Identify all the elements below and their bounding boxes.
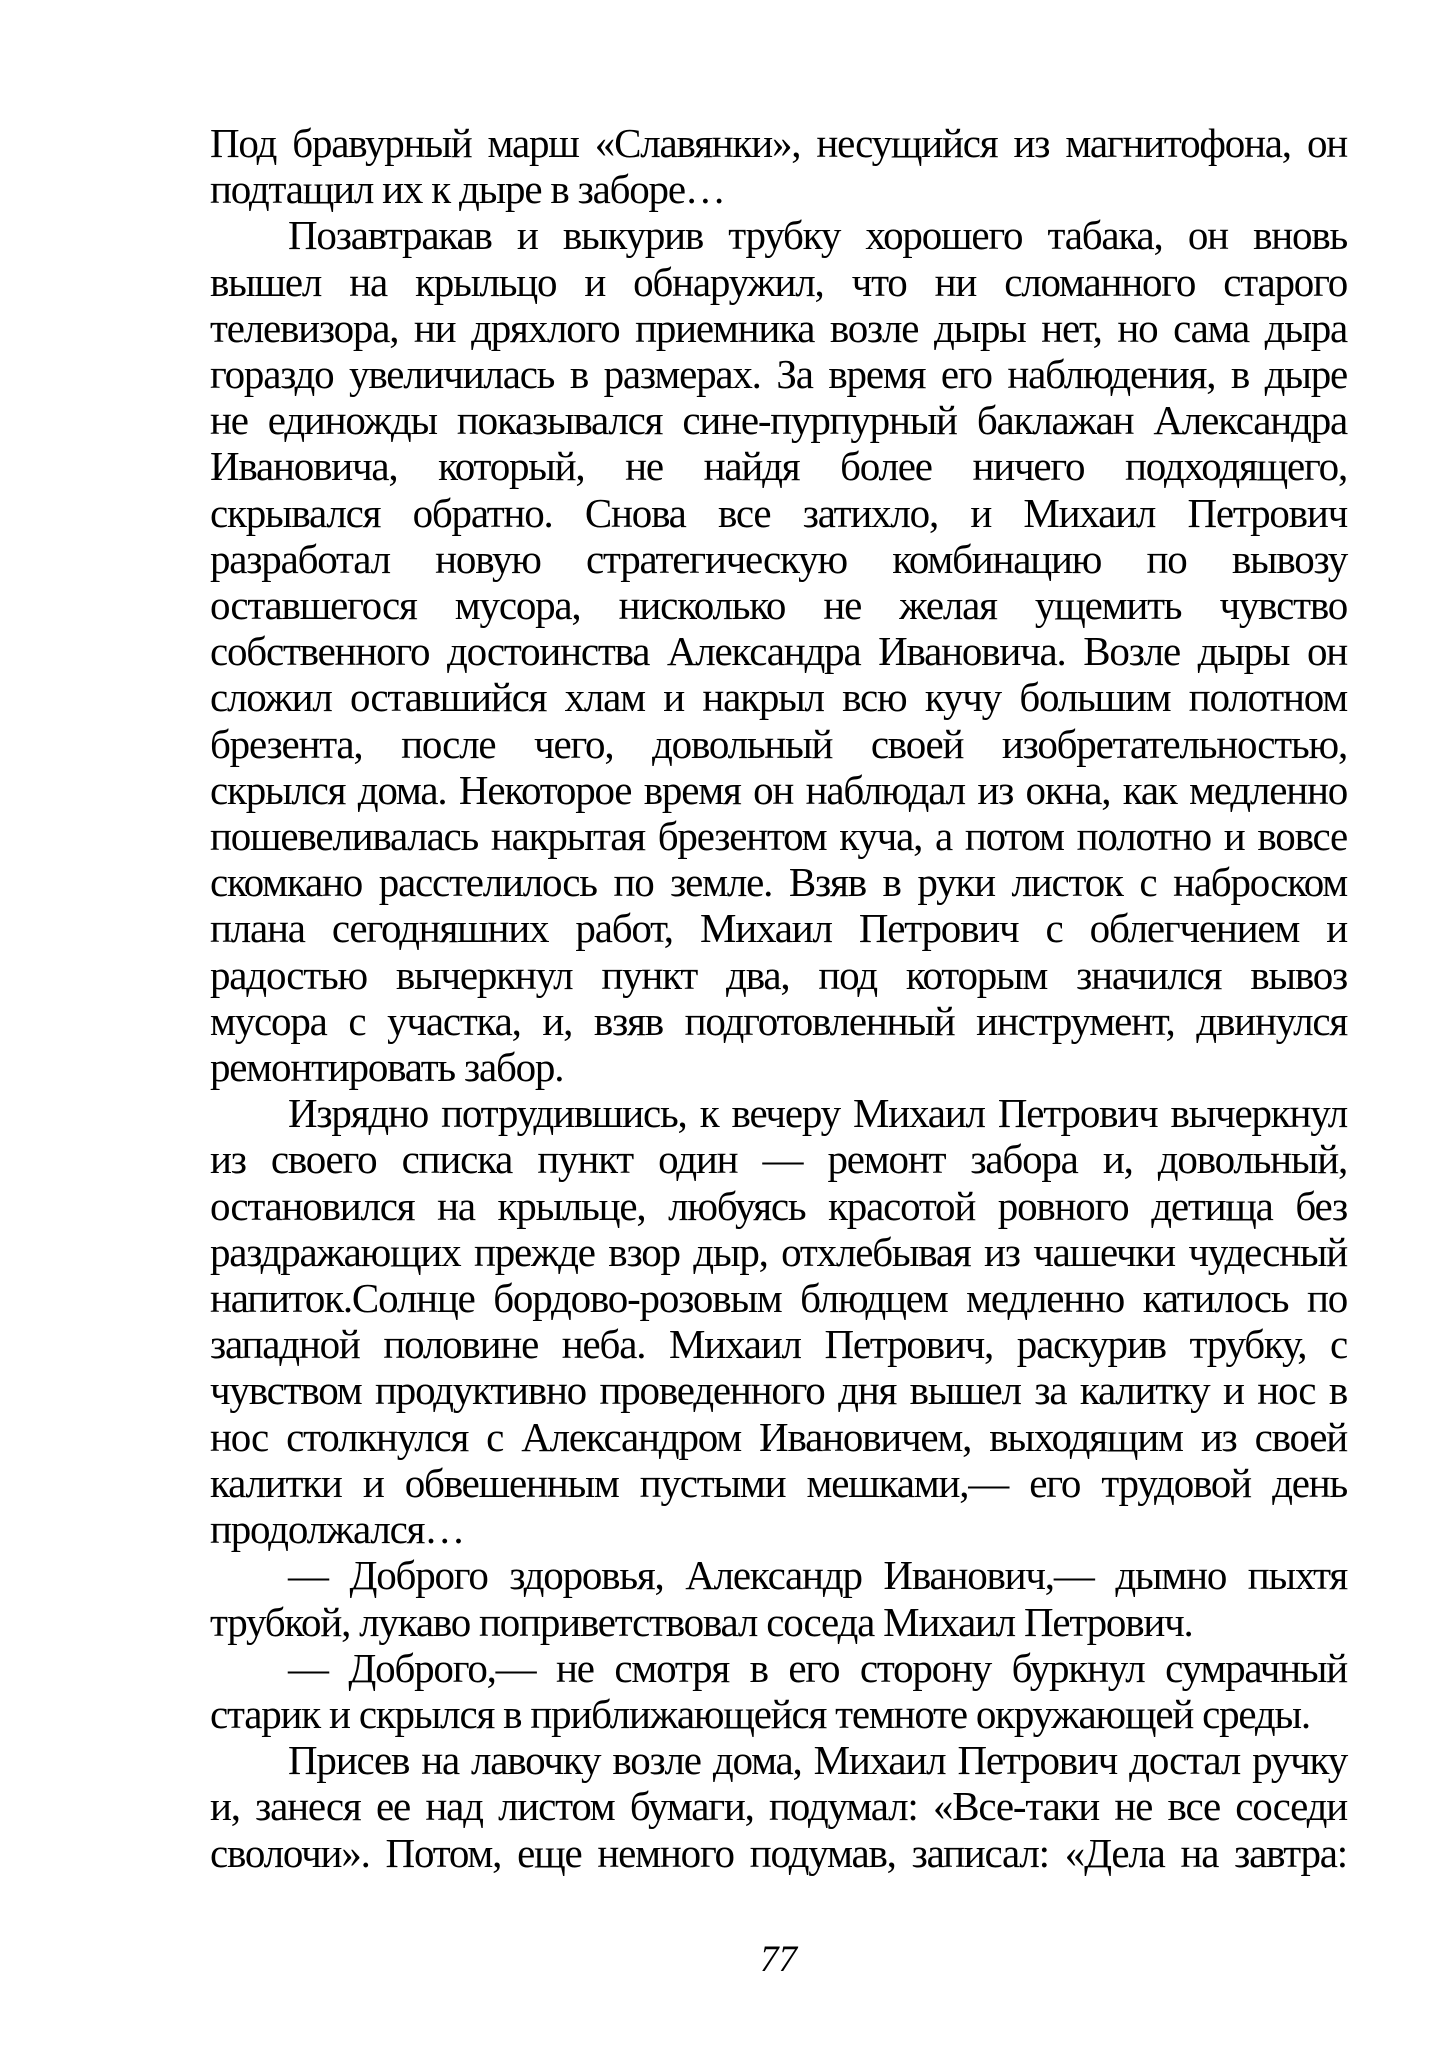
text-line: западной половине неба. Михаил Петрович, раскурив трубку, с — [210, 1321, 1347, 1368]
text-line: плана сегодняшних работ, Михаил Петрович с облегчением и — [210, 905, 1347, 952]
text-line: ремонтировать забор. — [210, 1044, 564, 1091]
text-line: — Доброго здоровья, Александр Иванович,— дымно пыхтя — [288, 1552, 1347, 1599]
text-line: Позавтракав и выкурив трубку хорошего табака, он вновь — [288, 212, 1347, 259]
text-line: и, занеся ее над листом бумаги, подумал: «Все-таки не все соседи — [210, 1783, 1347, 1830]
text-line: брезента, после чего, довольный своей изобретательностью, — [210, 720, 1347, 767]
text-line: продолжался… — [210, 1506, 465, 1553]
text-line: Ивановича, который, не найдя более ничего подходящего, — [210, 443, 1347, 490]
text-line: пошевеливалась накрытая брезентом куча, а потом полотно и вовсе — [210, 813, 1347, 860]
text-line: из своего списка пункт один — ремонт забора и, довольный, — [210, 1136, 1347, 1183]
text-line: трубкой, лукаво поприветствовал соседа Михаил Петрович. — [210, 1598, 1193, 1645]
text-line: радостью вычеркнул пункт два, под которым значился вывоз — [210, 951, 1347, 998]
text-line: собственного достоинства Александра Ивановича. Возле дыры он — [210, 628, 1347, 675]
text-line: разработал новую стратегическую комбинацию по вывозу — [210, 535, 1347, 582]
text-line: телевизора, ни дряхлого приемника возле дыры нет, но сама дыра — [210, 304, 1347, 351]
text-line: остановился на крыльце, любуясь красотой ровного детища без — [210, 1182, 1347, 1229]
text-line: скомкано расстелилось по земле. Взяв в руки листок с наброском — [210, 859, 1347, 906]
text-line: сволочи». Потом, еще немного подумав, записал: «Дела на завтра: — [210, 1829, 1347, 1876]
text-line: сложил оставшийся хлам и накрыл всю кучу большим полотном — [210, 674, 1347, 721]
text-line: — Доброго,— не смотря в его сторону буркнул сумрачный — [288, 1644, 1347, 1691]
text-line: подтащил их к дыре в заборе… — [210, 166, 725, 213]
text-line: не единожды показывался сине-пурпурный баклажан Александра — [210, 397, 1347, 444]
text-line: напиток.Солнце бордово-розовым блюдцем медленно катилось по — [210, 1275, 1347, 1322]
text-line: Присев на лавочку возле дома, Михаил Петрович достал ручку — [288, 1737, 1347, 1784]
text-line: оставшегося мусора, нисколько не желая ущемить чувство — [210, 582, 1347, 629]
text-line: вышел на крыльцо и обнаружил, что ни сломанного старого — [210, 258, 1347, 305]
page-number: 77 — [760, 1939, 797, 1980]
text-line: скрылся дома. Некоторое время он наблюдал из окна, как медленно — [210, 766, 1347, 813]
text-line: чувством продуктивно проведенного дня вышел за калитку и нос в — [210, 1367, 1347, 1414]
text-line: калитки и обвешенным пустыми мешками,— его трудовой день — [210, 1459, 1347, 1506]
text-line: мусора с участка, и, взяв подготовленный инструмент, двинулся — [210, 997, 1347, 1044]
text-line: нос столкнулся с Александром Ивановичем, выходящим из своей — [210, 1413, 1347, 1460]
text-line: гораздо увеличилась в размерах. За время его наблюдения, в дыре — [210, 351, 1347, 398]
text-line: раздражающих прежде взор дыр, отхлебывая из чашечки чудесный — [210, 1228, 1347, 1275]
text-line: Изрядно потрудившись, к вечеру Михаил Петрович вычеркнул — [288, 1090, 1347, 1137]
text-line: старик и скрылся в приближающейся темноте окружающей среды. — [210, 1690, 1310, 1737]
text-line: скрывался обратно. Снова все затихло, и Михаил Петрович — [210, 489, 1347, 536]
text-line: Под бравурный марш «Славянки», несущийся из магнитофона, он — [210, 120, 1347, 166]
text-block — [210, 120, 1347, 1876]
